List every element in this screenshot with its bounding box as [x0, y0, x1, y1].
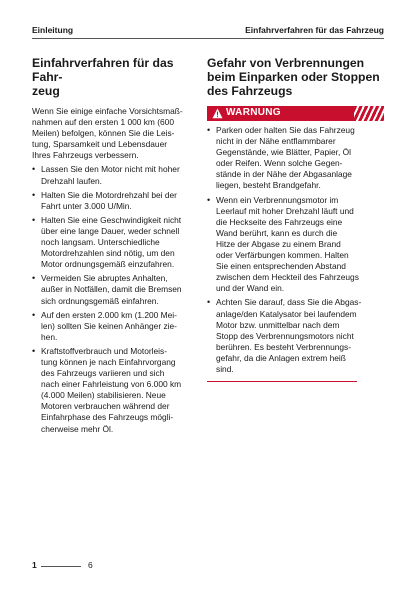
list-item: • Kraftstoffverbrauch und Motorleis- tung können je nach Einfahrvorgang des Fahrzeugs variieren und sich nach einer Fahrleistung von 6.000 km (4.000 Meilen) stabilisieren. Neue Motoren verbrauchen während der Einfahrphase des Fahrzeugs mögli- cherweise mehr Öl. — [32, 346, 200, 435]
footer-chapter-number: 1 — [32, 560, 37, 570]
precaution-list — [32, 164, 200, 434]
warning-end-rule — [207, 381, 357, 382]
list-item: • Auf den ersten 2.000 km (1.200 Mei- len) sollten Sie keinen Anhänger zie- hen. — [32, 310, 200, 343]
warning-list — [207, 125, 384, 375]
section-title: Gefahr von Verbrennungen beim Einparken oder Stoppen des Fahrzeugs — [207, 56, 380, 98]
header-chapter: Einleitung — [32, 25, 74, 35]
list-item: • Halten Sie eine Geschwindigkeit nicht über eine lange Dauer, weder schnell noch langsam. Unterschiedliche Motordrehzahlen sind nötig, um den Motor ordnungsgemäß einzufahren. — [32, 215, 200, 270]
list-item: • Lassen Sie den Motor nicht mit hoher Drehzahl laufen. — [32, 164, 200, 186]
warning-label: WARNUNG — [226, 107, 281, 118]
list-item: • Vermeiden Sie abruptes Anhalten, außer in Notfällen, damit die Bremsen sich ordnungsgemäß einfahren. — [32, 273, 200, 306]
footer-divider — [41, 566, 81, 567]
list-item: • Parken oder halten Sie das Fahrzeug nicht in der Nähe entflammbarer Gegenstände, wie Blätter, Papier, Öl oder Reifen. Wenn solche Gegen- stände in der Nähe der Abgasanlage liegen, besteht Brandgefahr. — [207, 125, 384, 192]
list-item: • Wenn ein Verbrennungsmotor im Leerlauf mit hoher Drehzahl läuft und die Heckseite des Fahrzeugs eine Wand berührt, kann es durch die Hitze der Abgase zu einem Brand oder Verfärbungen kommen. Halten Sie einen entsprechenden Abstand zwischen dem Heckteil des Fahrzeugs und der Wand ein. — [207, 195, 384, 295]
warning-banner — [207, 106, 384, 121]
footer-page-number: 6 — [88, 560, 93, 570]
section-title: Einfahrverfahren für das Fahr- zeug — [32, 56, 174, 98]
warning-stripes — [354, 106, 384, 121]
left-column — [32, 56, 200, 435]
warning-triangle-icon — [212, 108, 223, 119]
right-column — [207, 56, 384, 382]
header-section: Einfahrverfahren für das Fahrzeug — [245, 25, 384, 35]
list-item: • Halten Sie die Motordrehzahl bei der Fahrt unter 3.000 U/Min. — [32, 190, 200, 212]
intro-paragraph: Wenn Sie einige einfache Vorsichtsmaß- nahmen auf den ersten 1 000 km (600 Meilen) befolgen, können Sie die Leis- tung, Sparsamkeit und Lebensdauer Ihres Fahrzeugs verbessern. — [32, 106, 183, 161]
header-divider — [32, 38, 384, 39]
list-item: • Achten Sie darauf, dass Sie die Abgas- anlage/den Katalysator bei laufendem Motor bzw. unmittelbar nach dem Stopp des Verbrennungsmotors nicht berühren. Es besteht Verbrennungs- gefahr, da die Anlagen extrem heiß sind. — [207, 297, 384, 375]
